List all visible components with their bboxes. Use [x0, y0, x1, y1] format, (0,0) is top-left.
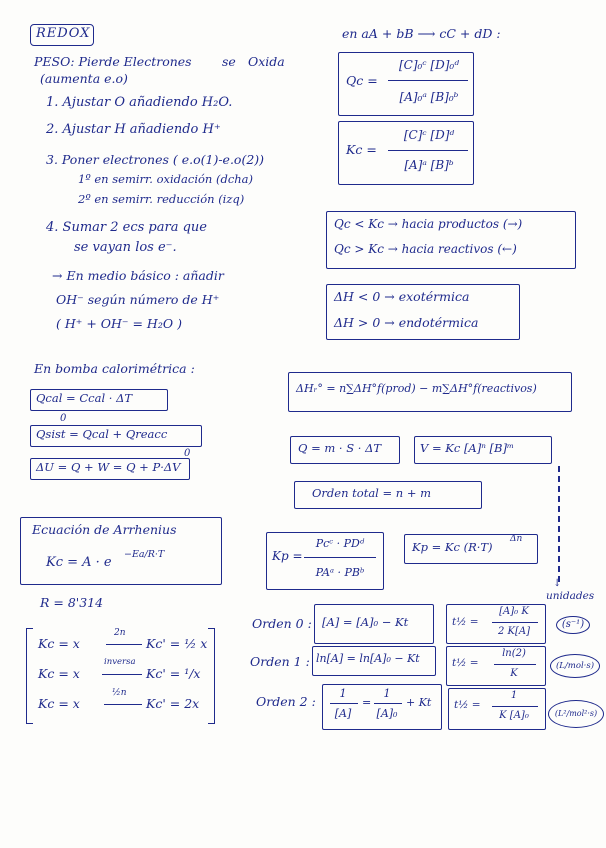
step-4-b: se vayan los e⁻.: [74, 240, 177, 255]
transform-3-right: Kc' = 2x: [146, 696, 200, 711]
basic-1: → En medio básico : añadir: [52, 268, 224, 283]
order-0-half-num: [A]₀ K: [499, 606, 529, 617]
peso-line-2: (aumenta e.o): [40, 71, 128, 86]
order-2-line-a: [330, 703, 358, 704]
kc-fraction-line: [388, 150, 468, 151]
step-2: 2. Ajustar H añadiendo H⁺: [46, 122, 221, 137]
units-dashed-arrow: [558, 466, 560, 582]
order-total: Orden total = n + m: [312, 486, 432, 500]
order-2-half-den: K [A]₀: [499, 710, 529, 721]
peso-se: se: [222, 54, 236, 69]
order-2-eq-c: 1: [383, 687, 391, 700]
kp-label: Kp =: [272, 549, 303, 563]
order-1-half-den: K: [510, 668, 518, 679]
kp-fraction-line: [304, 557, 376, 558]
dhr-formula: ΔHᵣ° = n∑ΔH°f(prod) − m∑ΔH°f(reactivos): [296, 382, 537, 395]
step-4-a: 4. Sumar 2 ecs para que: [46, 220, 207, 235]
du-formula: ΔU = Q + W = Q + P·ΔV: [36, 460, 181, 474]
reaction-line: en aA + bB ⟶ cC + dD :: [342, 26, 501, 41]
gas-constant: R = 8'314: [40, 595, 104, 610]
order-2-label: Orden 2 :: [256, 694, 316, 709]
kp-kc-formula: Kp = Kc (R·T): [412, 540, 493, 554]
peso-oxida: Oxida: [248, 54, 285, 69]
transform-3-left: Kc = x: [38, 696, 80, 711]
qc-denominator: [A]₀ᵃ [B]₀ᵇ: [399, 90, 459, 104]
rate-formula: V = Kc [A]ⁿ [B]ᵐ: [420, 441, 515, 455]
transform-3-arrow: [104, 704, 142, 705]
basic-2: OH⁻ según número de H⁺: [56, 292, 220, 307]
qc-fraction-line: [388, 80, 468, 81]
peso-line-1: PESO: Pierde Electrones: [34, 54, 192, 69]
units-label: unidades: [546, 590, 595, 602]
qsist-formula: Qsist = Qcal + Qreacc: [36, 427, 168, 441]
kp-kc-exponent: Δn: [510, 534, 523, 544]
calorimetry-title: En bomba calorimétrica :: [34, 361, 195, 376]
order-1-units: (L/mol·s): [550, 654, 600, 678]
order-2-units: (L²/mol²·s): [548, 700, 604, 728]
transform-3-op: ½n: [112, 688, 127, 698]
qc-greater-than-kc: Qc > Kc → hacia reactivos (←): [334, 242, 517, 256]
arrow-head: ↓: [553, 578, 562, 589]
order-2-half-line: [492, 706, 538, 707]
transform-1-left: Kc = x: [38, 636, 80, 651]
order-0-half: t½ =: [452, 616, 479, 628]
kc-label: Kc =: [346, 142, 377, 157]
order-2-half-num: 1: [510, 690, 518, 701]
order-0-eq: [A] = [A]₀ − Kt: [322, 615, 409, 629]
arrhenius-title: Ecuación de Arrhenius: [32, 522, 177, 537]
kc-numerator: [C]ᶜ [D]ᵈ: [403, 128, 455, 142]
transform-2-right: Kc' = ¹/x: [146, 666, 201, 681]
order-0-label: Orden 0 :: [252, 616, 312, 631]
qc-numerator: [C]₀ᶜ [D]₀ᵈ: [399, 58, 459, 72]
transform-1-op: 2n: [114, 628, 126, 638]
transform-2-arrow: [102, 674, 142, 675]
dh-positive: ΔH > 0 → endotérmica: [334, 315, 479, 330]
qcal-formula: Qcal = Ccal · ΔT: [36, 391, 133, 405]
kp-denominator: PAᵃ · PBᵇ: [315, 566, 365, 579]
step-3: 3. Poner electrones ( e.o(1)-e.o(2)): [46, 152, 265, 167]
order-0-half-den: 2 K[A]: [497, 626, 531, 637]
transforms-bracket-left: [26, 628, 33, 724]
step-3-a: 1º en semirr. oxidación (dcha): [78, 172, 254, 186]
basic-3: ( H⁺ + OH⁻ = H₂O ): [56, 316, 182, 331]
step-1: 1. Ajustar O añadiendo H₂O.: [46, 95, 233, 110]
du-zero: 0: [184, 448, 191, 459]
dh-negative: ΔH < 0 → exotérmica: [334, 289, 470, 304]
order-0-half-line: [492, 622, 538, 623]
heat-formula: Q = m · S · ΔT: [298, 441, 382, 455]
order-1-half-line: [494, 664, 536, 665]
order-1-half-num: ln(2): [502, 648, 526, 659]
transform-2-left: Kc = x: [38, 666, 80, 681]
order-2-eq-b: [A]: [334, 707, 352, 720]
redox-title: REDOX: [36, 26, 91, 41]
kc-denominator: [A]ᵃ [B]ᵇ: [404, 158, 454, 172]
order-2-eq-d: [A]₀: [376, 707, 398, 720]
kp-numerator: Pcᶜ · PDᵈ: [315, 537, 365, 550]
step-3-b: 2º en semirr. reducción (izq): [78, 192, 245, 206]
arrhenius-exponent: −Ea/R·T: [124, 549, 165, 560]
order-2-eq-e: + Kt: [406, 696, 432, 709]
order-1-half: t½ =: [452, 657, 479, 669]
order-1-label: Orden 1 :: [250, 654, 310, 669]
order-2-eq-a: 1: [339, 687, 347, 700]
order-2-equals: =: [362, 696, 372, 709]
order-1-eq: ln[A] = ln[A]₀ − Kt: [316, 652, 420, 665]
arrhenius-equation: Kc = A · e: [46, 555, 112, 570]
order-2-line-c: [374, 703, 402, 704]
transforms-bracket-right: [208, 628, 215, 724]
qsist-zero: 0: [60, 413, 67, 424]
qc-less-than-kc: Qc < Kc → hacia productos (→): [334, 217, 523, 231]
transform-1-right: Kc' = ½ x: [146, 636, 208, 651]
transform-2-op: inversa: [104, 657, 136, 667]
order-2-half: t½ =: [454, 699, 481, 711]
transform-1-arrow: [106, 644, 142, 645]
order-0-units: (s⁻¹): [556, 616, 590, 634]
qc-label: Qc =: [346, 73, 378, 88]
